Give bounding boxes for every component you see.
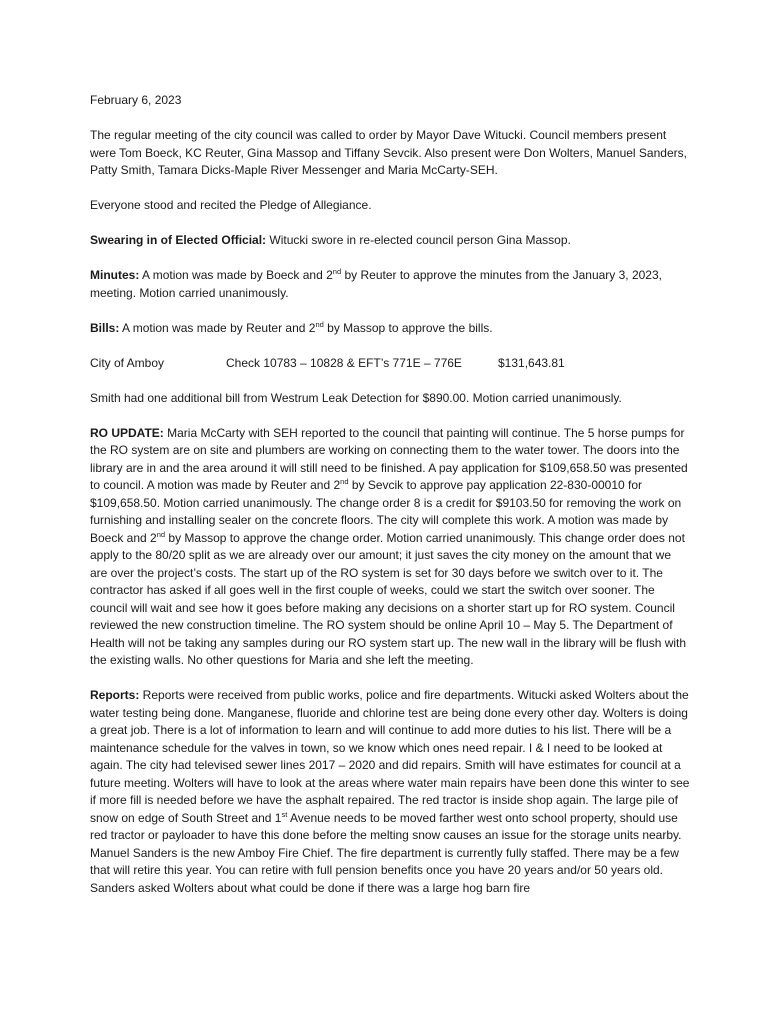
bills-checks: Check 10783 – 10828 & EFT’s 771E – 776E — [226, 355, 462, 370]
bills-heading: Bills: — [90, 320, 120, 335]
reports-paragraph — [90, 687, 690, 897]
minutes-sup: nd — [332, 267, 342, 276]
ro-update-heading: RO UPDATE: — [90, 425, 164, 440]
swearing-paragraph — [90, 232, 690, 250]
bills-row — [90, 355, 690, 373]
bills-paragraph — [90, 320, 690, 338]
minutes-heading: Minutes: — [90, 268, 140, 282]
bills-text-a: A motion was made by Reuter and 2 — [119, 320, 316, 335]
bills-payee: City of Amboy — [90, 355, 165, 370]
document-page — [90, 92, 690, 915]
meeting-date: February 6, 2023 — [90, 93, 182, 107]
swearing-text: Witucki swore in re-elected council person Gina Massop. — [266, 233, 571, 247]
reports-sup: st — [281, 809, 288, 819]
swearing-heading: Swearing in of Elected Official: — [90, 233, 267, 247]
minutes-paragraph — [90, 267, 690, 302]
reports-heading: Reports: — [90, 688, 140, 702]
bills-amount: $131,643.81 — [498, 355, 565, 370]
ro-update-text-c: by Massop to approve the change order. Motion carried unanimously. This change order does not apply to the 80/20 split as we are already over our amount; it just saves the city money on the amount that we are over the project’s costs. The start up of the RO system is set for 30 days before we switch over to it. The contractor has asked if all goes well in the first couple of weeks, could we start the switch over sooner. The council will wait and see how it goes before making any decisions on a shorter start up for RO system. Council reviewed the new construction timeline. The RO system should be online April 10 – May 5. The Department of Health will not be taking any samples during our RO system start up. The new wall in the library will be flush with the existing walls. No other questions for Maria and she left the meeting. — [90, 530, 687, 667]
ro-update-text-b: by Sevcik to approve pay application 22-830-00010 for $109,658.50. Motion carried unanimously. The change order 8 is a credit for $9103.50 for removing the work on furnishing and installing sealer on the concrete floors. The city will complete this work. A motion was made by Boeck and 2 — [90, 478, 682, 545]
ro-update-sup2: nd — [156, 529, 166, 539]
intro-paragraph: The regular meeting of the city council was called to order by Mayor Dave Witucki. Council members present were Tom Boeck, KC Reuter, Gina Massop and Tiffany Sevcik. Also present were Don Wolters, Manuel Sanders, Patty Smith, Tamara Dicks-Maple River Messenger and Maria McCarty-SEH. — [90, 128, 687, 177]
reports-text-b: Avenue needs to be moved farther west onto school property, should use red tractor or payloader to have this done before the melting snow causes an issue for the storage units nearby. Manuel Sanders is the new Amboy Fire Chief. The fire department is currently fully staffed. There may be a few that will retire this year. You can retire with full pension benefits once you have 20 years and/or 50 years old. Sanders asked Wolters about what could be done if there was a large hog barn fire — [90, 810, 682, 895]
pledge-paragraph: Everyone stood and recited the Pledge of Allegiance. — [90, 198, 372, 212]
ro-update-text-a: Maria McCarty with SEH reported to the council that painting will continue. The 5 horse pumps for the RO system are on site and plumbers are working on connecting them to the water tower. The doors into the library are in and the area around it will still need to be finished. A pay application for $109,658.50 was presented to council. A motion was made by Reuter and 2 — [90, 425, 688, 492]
minutes-text-a: A motion was made by Boeck and 2 — [139, 268, 333, 282]
ro-update-paragraph — [90, 425, 690, 670]
ro-update-sup1: nd — [340, 477, 349, 486]
bills-text-b: by Massop to approve the bills. — [323, 320, 493, 335]
bills-additional: Smith had one additional bill from Westrum Leak Detection for $890.00. Motion carried unanimously. — [90, 390, 622, 405]
bills-sup: nd — [315, 319, 324, 329]
reports-text-a: Reports were received from public works, police and fire departments. Witucki asked Wolters about the water testing being done. Manganese, fluoride and chlorine test are being done every other day. Wolters is doing a great job. There is a lot of information to learn and will continue to add more duties to his list. There will be a maintenance schedule for the valves in town, so we know which ones need repair. I & I need to be looked at again. The city had televised sewer lines 2017 – 2020 and did repairs. Smith will have estimates for council at a future meeting. Wolters will have to look at the areas where water main repairs have been done this winter to see if more fill is needed before we have the asphalt repaired. The red tractor is inside shop again. The large pile of snow on edge of South Street and 1 — [90, 688, 690, 825]
minutes-text-b: by Reuter to approve the minutes from the January 3, 2023, meeting. Motion carried unanimously. — [90, 268, 662, 300]
